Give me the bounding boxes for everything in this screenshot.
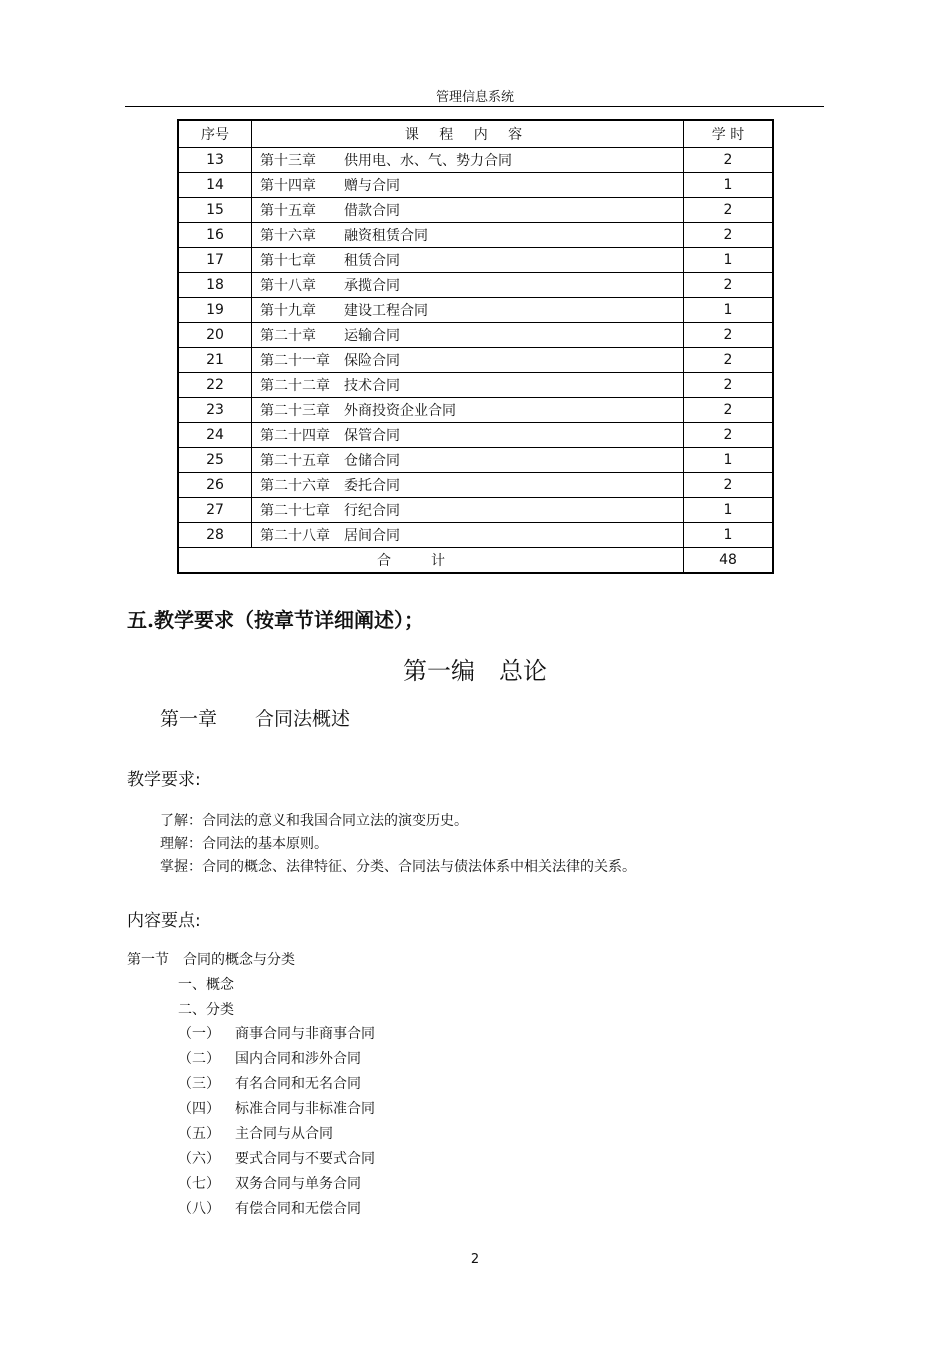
row-chapter: 第二十五章 <box>260 453 330 469</box>
item-text: 国内合同和涉外合同 <box>235 1051 361 1067</box>
row-content <box>252 173 684 198</box>
row-hours: 1 <box>684 448 774 473</box>
row-chapter: 第二十二章 <box>260 378 330 394</box>
header-content: 课 程 内 容 <box>252 120 684 148</box>
row-title: 仓储合同 <box>344 453 400 469</box>
row-content <box>252 148 684 173</box>
row-title: 借款合同 <box>344 203 400 219</box>
requirement-item: 了解：合同法的意义和我国合同立法的演变历史。 <box>160 813 468 829</box>
row-chapter: 第二十四章 <box>260 428 330 444</box>
row-title: 运输合同 <box>344 328 400 344</box>
item-marker: （八） <box>178 1201 220 1217</box>
table-row <box>178 523 773 548</box>
item-text: 要式合同与不要式合同 <box>235 1151 375 1167</box>
row-number: 19 <box>178 298 252 323</box>
row-content <box>252 373 684 398</box>
row-number: 16 <box>178 223 252 248</box>
row-title: 租赁合同 <box>344 253 400 269</box>
row-number: 24 <box>178 423 252 448</box>
row-number: 27 <box>178 498 252 523</box>
chapter-name: 合同法概述 <box>255 708 351 730</box>
table-body <box>178 148 773 548</box>
section-name: 合同的概念与分类 <box>183 952 295 968</box>
table-row <box>178 373 773 398</box>
row-hours: 2 <box>684 348 774 373</box>
chapter-number: 第一章 <box>160 708 218 730</box>
classification-item <box>178 1197 375 1222</box>
table-row <box>178 248 773 273</box>
row-hours: 1 <box>684 498 774 523</box>
row-content <box>252 323 684 348</box>
row-number: 14 <box>178 173 252 198</box>
row-number: 21 <box>178 348 252 373</box>
row-chapter: 第二十一章 <box>260 353 330 369</box>
row-number: 22 <box>178 373 252 398</box>
row-content <box>252 298 684 323</box>
requirements-label: 教学要求: <box>127 770 201 790</box>
item-text: 有偿合同和无偿合同 <box>235 1201 361 1217</box>
section-title <box>127 949 295 969</box>
item-text: 主合同与从合同 <box>235 1126 333 1142</box>
requirements-list <box>160 810 636 879</box>
table-row <box>178 423 773 448</box>
row-title: 建设工程合同 <box>344 303 428 319</box>
page-header-title: 管理信息系统 <box>435 90 514 105</box>
row-chapter: 第十七章 <box>260 253 316 269</box>
item-marker: （一） <box>178 1026 220 1042</box>
row-content <box>252 498 684 523</box>
chapter-title <box>160 704 350 731</box>
item-marker: （三） <box>178 1076 220 1092</box>
row-number: 25 <box>178 448 252 473</box>
requirement-item: 掌握：合同的概念、法律特征、分类、合同法与债法体系中相关法律的关系。 <box>160 859 636 875</box>
classification-item <box>178 1147 375 1172</box>
item-marker: （四） <box>178 1101 220 1117</box>
row-chapter: 第十九章 <box>260 303 316 319</box>
header-hours: 学 时 <box>684 120 774 148</box>
row-title: 委托合同 <box>344 478 400 494</box>
row-content <box>252 423 684 448</box>
table-row <box>178 498 773 523</box>
table-row <box>178 448 773 473</box>
table-row <box>178 198 773 223</box>
outline-top-list <box>178 973 234 1023</box>
row-title: 供用电、水、气、势力合同 <box>344 153 512 169</box>
classification-item <box>178 1097 375 1122</box>
row-number: 20 <box>178 323 252 348</box>
part-title: 第一编 总论 <box>403 657 547 685</box>
table-row <box>178 148 773 173</box>
row-number: 17 <box>178 248 252 273</box>
table-row <box>178 398 773 423</box>
row-title: 融资租赁合同 <box>344 228 428 244</box>
row-chapter: 第二十三章 <box>260 403 330 419</box>
row-title: 保险合同 <box>344 353 400 369</box>
row-hours: 2 <box>684 323 774 348</box>
row-title: 外商投资企业合同 <box>344 403 456 419</box>
header-divider <box>125 106 824 107</box>
row-chapter: 第十六章 <box>260 228 316 244</box>
classification-item <box>178 1122 375 1147</box>
content-points-label: 内容要点: <box>127 911 201 931</box>
row-content <box>252 473 684 498</box>
row-title: 保管合同 <box>344 428 400 444</box>
row-chapter: 第十八章 <box>260 278 316 294</box>
row-title: 承揽合同 <box>344 278 400 294</box>
table-total-row <box>178 548 773 574</box>
section-number: 第一节 <box>127 952 169 968</box>
row-hours: 1 <box>684 173 774 198</box>
classification-item <box>178 1022 375 1047</box>
row-hours: 2 <box>684 373 774 398</box>
classification-item <box>178 1172 375 1197</box>
section-heading: 五.教学要求（按章节详细阐述）； <box>127 608 424 632</box>
row-content <box>252 198 684 223</box>
item-text: 双务合同与单务合同 <box>235 1176 361 1192</box>
table-row <box>178 173 773 198</box>
row-title: 赠与合同 <box>344 178 400 194</box>
item-text: 有名合同和无名合同 <box>235 1076 361 1092</box>
item-text: 标准合同与非标准合同 <box>235 1101 375 1117</box>
row-number: 23 <box>178 398 252 423</box>
row-hours: 2 <box>684 148 774 173</box>
row-chapter: 第二十六章 <box>260 478 330 494</box>
classification-item <box>178 1047 375 1072</box>
row-number: 28 <box>178 523 252 548</box>
row-content <box>252 223 684 248</box>
page-number: 2 <box>470 1252 480 1267</box>
row-number: 26 <box>178 473 252 498</box>
row-hours: 2 <box>684 423 774 448</box>
course-schedule-table <box>177 119 774 574</box>
table-row <box>178 473 773 498</box>
table-row <box>178 348 773 373</box>
classification-item <box>178 1072 375 1097</box>
row-chapter: 第二十七章 <box>260 503 330 519</box>
row-title: 行纪合同 <box>344 503 400 519</box>
row-hours: 2 <box>684 273 774 298</box>
outline-item: 二、分类 <box>178 1002 234 1018</box>
row-hours: 2 <box>684 473 774 498</box>
row-content <box>252 273 684 298</box>
table-row <box>178 298 773 323</box>
requirement-item: 理解：合同法的基本原则。 <box>160 836 328 852</box>
row-hours: 1 <box>684 523 774 548</box>
row-chapter: 第二十八章 <box>260 528 330 544</box>
table-row <box>178 273 773 298</box>
total-label-cell <box>178 548 684 574</box>
row-content <box>252 523 684 548</box>
table-row <box>178 223 773 248</box>
row-content <box>252 448 684 473</box>
row-hours: 1 <box>684 298 774 323</box>
row-content <box>252 398 684 423</box>
row-chapter: 第十五章 <box>260 203 316 219</box>
row-chapter: 第二十章 <box>260 328 316 344</box>
row-hours: 2 <box>684 398 774 423</box>
classification-list <box>178 1022 375 1222</box>
row-title: 技术合同 <box>344 378 400 394</box>
item-marker: （五） <box>178 1126 220 1142</box>
row-hours: 1 <box>684 248 774 273</box>
row-hours: 2 <box>684 198 774 223</box>
row-number: 18 <box>178 273 252 298</box>
row-number: 13 <box>178 148 252 173</box>
item-text: 商事合同与非商事合同 <box>235 1026 375 1042</box>
table-header-row <box>178 120 773 148</box>
row-number: 15 <box>178 198 252 223</box>
total-hours: 48 <box>684 548 774 574</box>
row-content <box>252 248 684 273</box>
row-hours: 2 <box>684 223 774 248</box>
item-marker: （七） <box>178 1176 220 1192</box>
row-chapter: 第十四章 <box>260 178 316 194</box>
row-chapter: 第十三章 <box>260 153 316 169</box>
item-marker: （六） <box>178 1151 220 1167</box>
table-row <box>178 323 773 348</box>
row-content <box>252 348 684 373</box>
row-title: 居间合同 <box>344 528 400 544</box>
outline-item: 一、概念 <box>178 977 234 993</box>
header-number: 序号 <box>178 120 252 148</box>
item-marker: （二） <box>178 1051 220 1067</box>
total-label: 合计 <box>377 553 485 569</box>
